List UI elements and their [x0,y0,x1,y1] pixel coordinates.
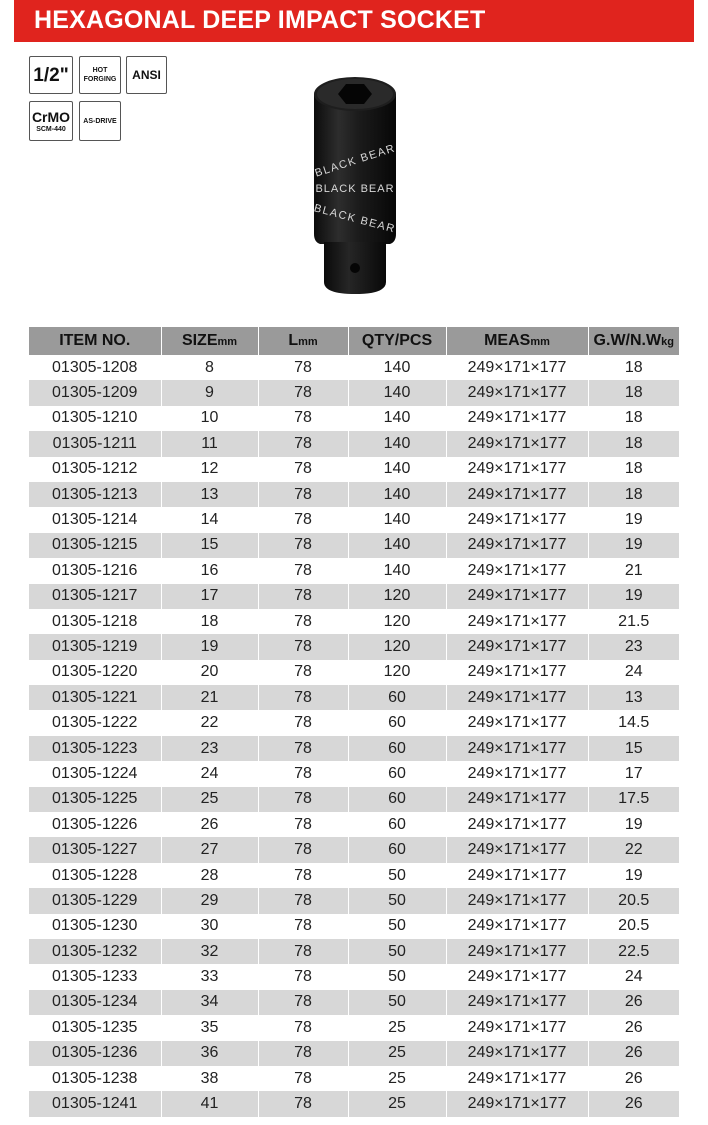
table-cell: 01305-1209 [29,380,161,405]
table-cell: 60 [348,761,446,786]
drive-size-badge [29,56,73,94]
table-cell: 01305-1230 [29,914,161,939]
table-cell: 17 [588,761,679,786]
table-cell: 249×171×177 [446,812,588,837]
table-cell: 249×171×177 [446,1091,588,1116]
table-row [29,736,679,761]
table-row [29,1041,679,1066]
column-header [348,327,446,355]
page-title: HEXAGONAL DEEP IMPACT SOCKET [34,6,486,34]
table-cell: 25 [348,1041,446,1066]
column-header-label: ITEM NO. [59,332,131,349]
table-cell: 249×171×177 [446,558,588,583]
table-cell: 15 [161,533,258,558]
table-cell: 60 [348,837,446,862]
table-cell: 120 [348,634,446,659]
column-header-label: QTY/PCS [361,332,433,349]
table-cell: 249×171×177 [446,634,588,659]
table-cell: 25 [348,1015,446,1040]
table-row [29,710,679,735]
table-cell: 41 [161,1091,258,1116]
table-cell: 249×171×177 [446,406,588,431]
table-cell: 29 [161,888,258,913]
table-cell: 249×171×177 [446,863,588,888]
table-cell: 19 [161,634,258,659]
table-cell: 78 [258,1066,348,1091]
table-cell: 78 [258,634,348,659]
table-cell: 18 [588,482,679,507]
table-row [29,914,679,939]
column-header-label: L [288,332,299,349]
table-cell: 249×171×177 [446,964,588,989]
table-cell: 78 [258,939,348,964]
table-cell: 38 [161,1066,258,1091]
table-cell: 25 [348,1066,446,1091]
table-cell: 18 [588,355,679,380]
table-cell: 78 [258,558,348,583]
column-header [161,327,258,355]
table-cell: 01305-1222 [29,710,161,735]
table-cell: 01305-1225 [29,787,161,812]
table-cell: 13 [588,685,679,710]
column-header-label: SIZE [181,332,218,349]
column-header-unit: mm [298,336,318,348]
table-cell: 60 [348,710,446,735]
table-cell: 01305-1227 [29,837,161,862]
table-cell: 19 [588,584,679,609]
table-cell: 78 [258,380,348,405]
table-cell: 01305-1219 [29,634,161,659]
table-cell: 26 [588,990,679,1015]
table-cell: 78 [258,812,348,837]
table-cell: 78 [258,964,348,989]
table-header-row [29,327,679,355]
table-cell: 78 [258,761,348,786]
table-body [29,355,679,1117]
table-cell: 50 [348,964,446,989]
table-cell: 78 [258,584,348,609]
ansi-label: ANSI [132,68,161,82]
table-row [29,812,679,837]
table-cell: 60 [348,812,446,837]
table-cell: 01305-1236 [29,1041,161,1066]
table-cell: 20.5 [588,888,679,913]
table-cell: 22 [161,710,258,735]
table-cell: 60 [348,685,446,710]
table-row [29,888,679,913]
table-cell: 32 [161,939,258,964]
table-cell: 01305-1238 [29,1066,161,1091]
table-cell: 9 [161,380,258,405]
table-cell: 50 [348,990,446,1015]
table-cell: 17 [161,584,258,609]
table-cell: 78 [258,1091,348,1116]
table-cell: 140 [348,533,446,558]
column-header-unit: mm [217,336,238,348]
table-cell: 60 [348,736,446,761]
table-row [29,964,679,989]
table-cell: 26 [588,1041,679,1066]
table-cell: 26 [588,1066,679,1091]
table-cell: 22 [588,837,679,862]
table-cell: 140 [348,482,446,507]
table-cell: 35 [161,1015,258,1040]
table-cell: 249×171×177 [446,710,588,735]
table-cell: 17.5 [588,787,679,812]
table-row [29,558,679,583]
table-cell: 78 [258,660,348,685]
table-cell: 18 [588,457,679,482]
table-cell: 01305-1224 [29,761,161,786]
table-row [29,1015,679,1040]
table-cell: 249×171×177 [446,761,588,786]
table-cell: 34 [161,990,258,1015]
table-cell: 249×171×177 [446,482,588,507]
table-cell: 19 [588,863,679,888]
table-cell: 21 [588,558,679,583]
table-cell: 01305-1210 [29,406,161,431]
table-cell: 78 [258,837,348,862]
table-cell: 26 [588,1091,679,1116]
table-cell: 01305-1232 [29,939,161,964]
table-row [29,1066,679,1091]
deep-impact-socket-image [300,72,410,302]
table-cell: 14 [161,507,258,532]
table-cell: 140 [348,558,446,583]
table-cell: 25 [161,787,258,812]
table-cell: 01305-1220 [29,660,161,685]
table-cell: 78 [258,685,348,710]
table-cell: 249×171×177 [446,660,588,685]
table-row [29,507,679,532]
table-cell: 140 [348,507,446,532]
table-cell: 120 [348,660,446,685]
table-cell: 249×171×177 [446,837,588,862]
table-cell: 01305-1214 [29,507,161,532]
table-cell: 14.5 [588,710,679,735]
table-cell: 78 [258,888,348,913]
table-cell: 15 [588,736,679,761]
table-cell: 249×171×177 [446,457,588,482]
table-cell: 23 [161,736,258,761]
table-cell: 01305-1221 [29,685,161,710]
table-row [29,761,679,786]
table-cell: 249×171×177 [446,609,588,634]
as-drive-badge [79,101,121,141]
table-cell: 01305-1233 [29,964,161,989]
table-row [29,634,679,659]
table-cell: 249×171×177 [446,787,588,812]
table-cell: 140 [348,355,446,380]
table-cell: 11 [161,431,258,456]
table-cell: 249×171×177 [446,355,588,380]
table-cell: 01305-1217 [29,584,161,609]
table-cell: 01305-1226 [29,812,161,837]
table-cell: 78 [258,457,348,482]
table-cell: 01305-1215 [29,533,161,558]
table-row [29,939,679,964]
table-cell: 50 [348,939,446,964]
table-cell: 140 [348,457,446,482]
table-cell: 78 [258,355,348,380]
column-header-label: MEAS [484,332,531,349]
table-cell: 249×171×177 [446,888,588,913]
socket-brand-text-middle: BLACK BEAR [315,183,395,195]
title-banner [14,0,694,42]
table-row [29,660,679,685]
table-cell: 01305-1234 [29,990,161,1015]
table-row [29,380,679,405]
table-row [29,609,679,634]
table-cell: 249×171×177 [446,584,588,609]
table-cell: 24 [588,660,679,685]
table-cell: 20 [161,660,258,685]
table-cell: 78 [258,736,348,761]
column-header-unit: kg [661,336,674,348]
table-row [29,584,679,609]
table-cell: 18 [588,431,679,456]
table-cell: 01305-1216 [29,558,161,583]
crmo-label: CrMO [31,108,71,125]
table-cell: 18 [161,609,258,634]
table-cell: 249×171×177 [446,685,588,710]
table-cell: 249×171×177 [446,507,588,532]
table-cell: 01305-1218 [29,609,161,634]
table-cell: 140 [348,406,446,431]
table-cell: 01305-1211 [29,431,161,456]
table-cell: 78 [258,787,348,812]
table-cell: 21.5 [588,609,679,634]
as-drive-label: AS-DRIVE [83,117,117,125]
table-cell: 01305-1229 [29,888,161,913]
table-cell: 30 [161,914,258,939]
table-row [29,685,679,710]
table-cell: 78 [258,533,348,558]
table-cell: 19 [588,533,679,558]
table-cell: 249×171×177 [446,380,588,405]
table-cell: 249×171×177 [446,736,588,761]
table-cell: 249×171×177 [446,1041,588,1066]
table-cell: 140 [348,380,446,405]
column-header [29,327,161,355]
table-cell: 23 [588,634,679,659]
table-cell: 78 [258,482,348,507]
table-cell: 78 [258,1041,348,1066]
table-cell: 36 [161,1041,258,1066]
table-cell: 24 [588,964,679,989]
column-header [588,327,679,355]
table-cell: 78 [258,863,348,888]
table-row [29,355,679,380]
table-row [29,787,679,812]
hot-forging-label-top: HOT [92,67,108,74]
table-cell: 01305-1235 [29,1015,161,1040]
table-cell: 78 [258,710,348,735]
column-header [446,327,588,355]
table-row [29,457,679,482]
table-cell: 01305-1223 [29,736,161,761]
table-cell: 25 [348,1091,446,1116]
table-cell: 249×171×177 [446,1066,588,1091]
table-cell: 78 [258,990,348,1015]
table-cell: 21 [161,685,258,710]
drive-size-label: 1/2" [33,64,69,86]
table-cell: 78 [258,431,348,456]
table-cell: 22.5 [588,939,679,964]
table-cell: 28 [161,863,258,888]
table-cell: 24 [161,761,258,786]
hot-forging-label-bottom: FORGING [83,76,117,83]
table-cell: 78 [258,507,348,532]
column-header [258,327,348,355]
table-row [29,533,679,558]
table-row [29,406,679,431]
table-cell: 140 [348,431,446,456]
socket-brand-text-top: BLACK BEAR [313,142,398,180]
table-cell: 19 [588,812,679,837]
table-cell: 60 [348,787,446,812]
table-cell: 19 [588,507,679,532]
table-cell: 249×171×177 [446,990,588,1015]
table-cell: 33 [161,964,258,989]
table-row [29,431,679,456]
table-cell: 50 [348,888,446,913]
table-cell: 120 [348,609,446,634]
table-cell: 10 [161,406,258,431]
table-cell: 12 [161,457,258,482]
table-cell: 16 [161,558,258,583]
table-cell: 249×171×177 [446,939,588,964]
table-row [29,837,679,862]
table-cell: 8 [161,355,258,380]
socket-brand-text-bottom: BLACK BEAR [312,202,397,236]
table-cell: 26 [588,1015,679,1040]
table-cell: 78 [258,406,348,431]
table-cell: 01305-1212 [29,457,161,482]
table-row [29,990,679,1015]
table-cell: 50 [348,914,446,939]
table-cell: 249×171×177 [446,1015,588,1040]
table-cell: 01305-1228 [29,863,161,888]
table-cell: 18 [588,380,679,405]
table-row [29,482,679,507]
table-row [29,863,679,888]
table-cell: 01305-1213 [29,482,161,507]
ansi-badge [126,56,167,94]
table-cell: 78 [258,609,348,634]
table-cell: 249×171×177 [446,431,588,456]
table-cell: 13 [161,482,258,507]
table-cell: 120 [348,584,446,609]
table-cell: 27 [161,837,258,862]
table-cell: 01305-1241 [29,1091,161,1116]
crmo-badge [29,101,73,141]
column-header-label: G.W/N.W [593,332,662,349]
table-cell: 26 [161,812,258,837]
table-cell: 20.5 [588,914,679,939]
table-cell: 01305-1208 [29,355,161,380]
table-cell: 18 [588,406,679,431]
table-cell: 78 [258,1015,348,1040]
table-cell: 249×171×177 [446,914,588,939]
scm-label: SCM-440 [36,125,66,133]
column-header-unit: mm [530,336,550,348]
table-row [29,1091,679,1116]
hot-forging-badge [79,56,121,94]
table-cell: 50 [348,863,446,888]
table-cell: 78 [258,914,348,939]
specification-table [29,327,679,1117]
table-cell: 249×171×177 [446,533,588,558]
